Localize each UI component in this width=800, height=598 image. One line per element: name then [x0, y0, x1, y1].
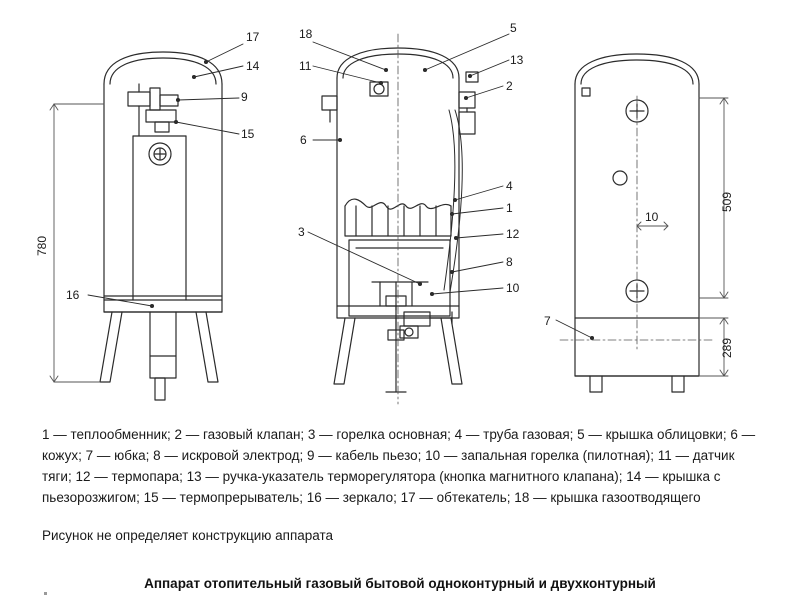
callout-1: 1	[506, 201, 513, 215]
callout-4: 4	[506, 179, 513, 193]
figure-title: Аппарат отопительный газовый бытовой одноконтурный и двухконтурный	[144, 576, 656, 591]
note-text: Рисунок не определяет конструкцию аппарата	[42, 528, 334, 543]
dim-label-289: 289	[720, 337, 734, 358]
dim-label-780: 780	[35, 235, 49, 256]
callout-16: 16	[66, 288, 80, 302]
callout-10: 10	[506, 281, 520, 295]
callout-2: 2	[506, 79, 513, 93]
callout-9: 9	[241, 90, 248, 104]
right-view-body	[560, 54, 712, 392]
callout-8: 8	[506, 255, 513, 269]
callout-17: 17	[246, 30, 260, 44]
dim-780	[50, 104, 104, 382]
dim-509-289	[637, 98, 728, 376]
front-leaders	[308, 34, 509, 296]
callout-11: 11	[299, 59, 312, 73]
callout-14: 14	[246, 59, 260, 73]
callout-7: 7	[544, 314, 551, 328]
dim-label-10: 10	[645, 210, 659, 224]
dim-label-509: 509	[720, 191, 734, 212]
callout-3: 3	[298, 225, 305, 239]
page-corner-mark	[44, 592, 47, 595]
caption-block	[42, 424, 764, 545]
callout-15: 15	[241, 127, 255, 141]
callout-13: 13	[510, 53, 524, 67]
callout-6: 6	[300, 133, 307, 147]
left-view-body	[100, 52, 222, 400]
callout-5: 5	[510, 21, 517, 35]
legend-text: 1 — теплообменник; 2 — газовый клапан; 3 — горелка основная; 4 — труба газовая; 5 — крышка облицовки; 6 — кожух; 7 — юбка; 8 — искровой электрод; 9 — кабель пьезо; 10 — запальная горелка (пилотная); 11 — датчик тяги; 12 — термопара; 13 — ручка-указатель терморегулятора (кнопка магнитного клапана); 14 — крышка с пьезорозжигом; 15 — термопрерыватель; 16 — зеркало; 17 — обтекатель; 18 — крышка газоотводящего	[42, 427, 756, 505]
left-leaders	[88, 44, 243, 308]
callout-12: 12	[506, 227, 520, 241]
front-view-body	[322, 48, 478, 392]
callout-18: 18	[299, 27, 313, 41]
